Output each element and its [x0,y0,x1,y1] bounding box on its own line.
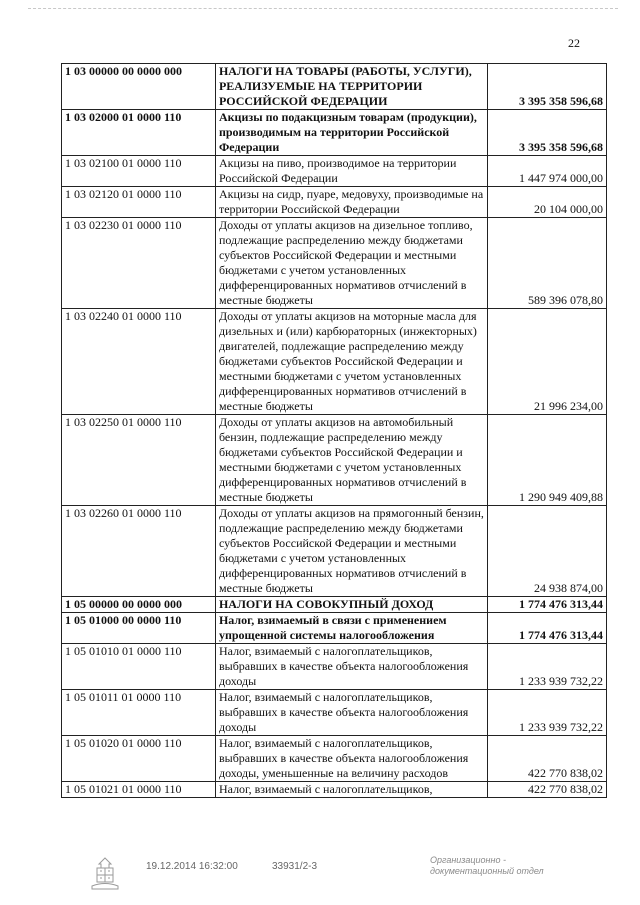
kbk-code-cell: 1 03 02250 01 0000 110 [62,415,216,506]
print-datetime: 19.12.2014 16:32:00 [146,861,238,872]
table-row [62,110,607,156]
kbk-code-cell: 1 03 02000 01 0000 110 [62,110,216,156]
table-row [62,64,607,110]
kbk-code-cell: 1 03 02120 01 0000 110 [62,187,216,218]
revenue-name-cell: Доходы от уплаты акцизов на моторные масла для дизельных и (или) карбюраторных (инжекторных) двигателей, подлежащие распределению между бюджетами субъектов Российской Федерации и местными бюджетами с учетом установленных дифференцированных нормативов отчислений в местные бюджеты [215,309,488,415]
table-body [62,64,607,798]
table-row [62,690,607,736]
coat-of-arms-icon [88,855,122,891]
kbk-code-cell: 1 03 02230 01 0000 110 [62,218,216,309]
table-row [62,613,607,644]
revenue-name-cell: Налог, взимаемый в связи с применением упрощенной системы налогообложения [215,613,488,644]
revenue-name-cell: Акцизы по подакцизным товарам (продукции), производимым на территории Российской Федерации [215,110,488,156]
scan-top-edge [28,8,618,9]
amount-cell: 3 395 358 596,68 [488,110,607,156]
amount-cell: 1 233 939 732,22 [488,690,607,736]
kbk-code-cell: 1 05 01020 01 0000 110 [62,736,216,782]
amount-cell: 589 396 078,80 [488,218,607,309]
amount-cell: 1 447 974 000,00 [488,156,607,187]
amount-cell: 422 770 838,02 [488,782,607,798]
revenue-name-cell: Доходы от уплаты акцизов на прямогонный бензин, подлежащие распределению между бюджетами субъектов Российской Федерации и местными бюджетами с учетом установленных дифференцированных нормативов отчислений в местные бюджеты [215,506,488,597]
amount-cell: 3 395 358 596,68 [488,64,607,110]
table-row [62,309,607,415]
kbk-code-cell: 1 05 01011 01 0000 110 [62,690,216,736]
table-row [62,156,607,187]
revenue-name-cell: Акцизы на сидр, пуаре, медовуху, производимые на территории Российской Федерации [215,187,488,218]
kbk-code-cell: 1 03 02240 01 0000 110 [62,309,216,415]
table-row [62,187,607,218]
page-number: 22 [568,36,580,50]
amount-cell: 422 770 838,02 [488,736,607,782]
amount-cell: 1 774 476 313,44 [488,613,607,644]
kbk-code-cell: 1 05 01000 00 0000 110 [62,613,216,644]
amount-cell: 1 290 949 409,88 [488,415,607,506]
amount-cell: 1 774 476 313,44 [488,597,607,613]
revenue-name-cell: Налог, взимаемый с налогоплательщиков, выбравших в качестве объекта налогообложения доходы [215,644,488,690]
revenue-name-cell: НАЛОГИ НА СОВОКУПНЫЙ ДОХОД [215,597,488,613]
revenue-name-cell: Доходы от уплаты акцизов на автомобильный бензин, подлежащие распределению между бюджетами субъектов Российской Федерации и местными бюджетами с учетом установленных дифференцированных нормативов отчислений в местные бюджеты [215,415,488,506]
kbk-code-cell: 1 05 01021 01 0000 110 [62,782,216,798]
table-row [62,736,607,782]
kbk-code-cell: 1 03 02260 01 0000 110 [62,506,216,597]
revenue-name-cell: Акцизы на пиво, производимое на территории Российской Федерации [215,156,488,187]
amount-cell: 20 104 000,00 [488,187,607,218]
table-row [62,218,607,309]
kbk-code-cell: 1 03 00000 00 0000 000 [62,64,216,110]
amount-cell: 24 938 874,00 [488,506,607,597]
revenue-name-cell: Налог, взимаемый с налогоплательщиков, [215,782,488,798]
table-row [62,644,607,690]
revenue-name-cell: НАЛОГИ НА ТОВАРЫ (РАБОТЫ, УСЛУГИ), РЕАЛИЗУЕМЫЕ НА ТЕРРИТОРИИ РОССИЙСКОЙ ФЕДЕРАЦИИ [215,64,488,110]
kbk-code-cell: 1 03 02100 01 0000 110 [62,156,216,187]
revenue-table [61,63,607,798]
table-row [62,506,607,597]
document-code: 33931/2-3 [272,861,318,872]
kbk-code-cell: 1 05 00000 00 0000 000 [62,597,216,613]
kbk-code-cell: 1 05 01010 01 0000 110 [62,644,216,690]
table-row [62,415,607,506]
revenue-name-cell: Налог, взимаемый с налогоплательщиков, выбравших в качестве объекта налогообложения доходы [215,690,488,736]
revenue-name-cell: Налог, взимаемый с налогоплательщиков, выбравших в качестве объекта налогообложения доходы, уменьшенные на величину расходов [215,736,488,782]
amount-cell: 1 233 939 732,22 [488,644,607,690]
revenue-name-cell: Доходы от уплаты акцизов на дизельное топливо, подлежащие распределению между бюджетами субъектов Российской Федерации и местными бюджетами с учетом установленных дифференцированных нормативов отчислений в местные бюджеты [215,218,488,309]
amount-cell: 21 996 234,00 [488,309,607,415]
footer [0,855,640,905]
table-row [62,782,607,798]
department-stamp: Организационно - документационный отдел [430,855,544,876]
table-row [62,597,607,613]
